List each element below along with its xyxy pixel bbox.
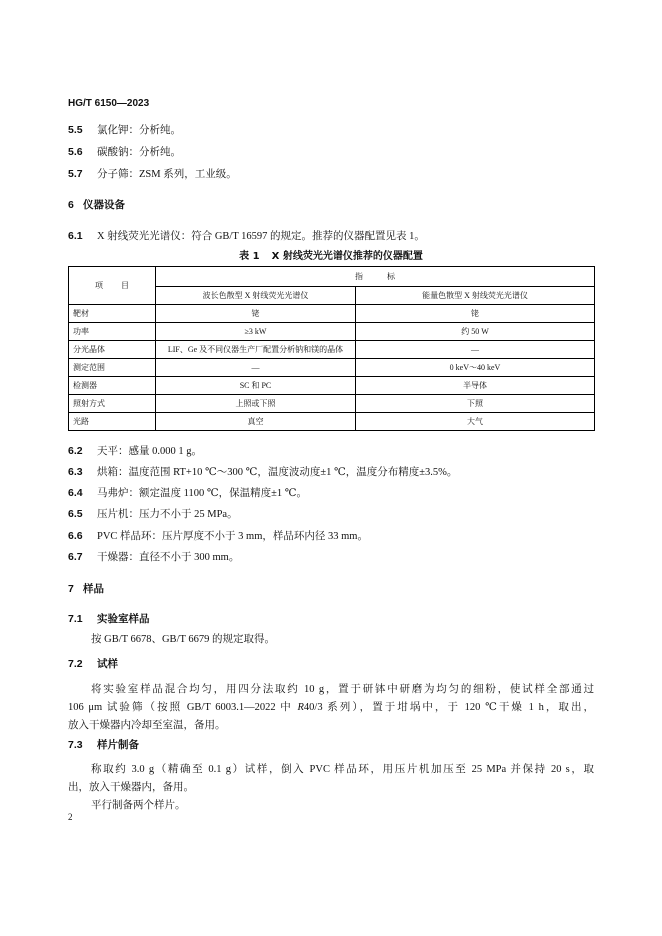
section-6-heading <box>68 198 125 212</box>
clause-7-3-line-1: 称取约 3.0 g（精确至 0.1 g）试样，倒入 PVC 样品环，用压片机加压至 25 MPa 并保持 20 s，取 <box>91 764 594 775</box>
clause-text: 天平：感量 0.000 1 g。 <box>97 446 202 457</box>
clause-number: 7.3 <box>68 739 83 751</box>
clause-6-3 <box>68 465 457 479</box>
param-name: 检测器 <box>69 377 156 395</box>
clause-number: 5.5 <box>68 124 83 136</box>
header-indicator: 指 标 <box>156 267 595 287</box>
wd-value: ≥3 kW <box>156 323 356 341</box>
table-row-detector <box>69 377 595 395</box>
clause-number: 7.2 <box>68 658 83 670</box>
clause-number: 7.1 <box>68 613 83 625</box>
clause-5-5 <box>68 123 181 137</box>
section-title: 样品 <box>83 583 104 595</box>
param-name: 光路 <box>69 413 156 431</box>
clause-number: 5.7 <box>68 168 83 180</box>
table-row-crystal <box>69 341 595 359</box>
section-number: 6 <box>68 199 74 211</box>
clause-text: 压片机：压力不小于 25 MPa。 <box>97 509 238 520</box>
clause-6-4 <box>68 486 307 500</box>
clause-number: 6.7 <box>68 551 83 563</box>
clause-number: 6.6 <box>68 530 83 542</box>
ed-value: 0 keV～40 keV <box>356 359 595 377</box>
clause-number: 6.1 <box>68 230 83 242</box>
clause-number: 6.4 <box>68 487 83 499</box>
clause-7-3-line-2: 出，放入干燥器内，备用。 <box>68 782 194 793</box>
clause-text: 分子筛：ZSM 系列，工业级。 <box>97 169 237 180</box>
clause-7-3-line-3: 平行制备两个样片。 <box>91 800 186 811</box>
table-row-range <box>69 359 595 377</box>
ed-value: 下照 <box>356 395 595 413</box>
ed-value: — <box>356 341 595 359</box>
clause-text: 氯化钾：分析纯。 <box>97 125 181 136</box>
clause-6-2 <box>68 444 202 458</box>
instrument-configuration-table <box>68 266 595 431</box>
clause-text: 碳酸钠：分析纯。 <box>97 147 181 158</box>
table-caption-number: 表 1 <box>239 251 260 262</box>
param-name: 靶材 <box>69 305 156 323</box>
section-7-heading <box>68 582 104 596</box>
section-title: 仪器设备 <box>83 199 125 211</box>
header-wavelength-dispersive: 波长色散型 X 射线荧光光谱仪 <box>156 287 356 305</box>
clause-7-2-heading <box>68 657 118 671</box>
param-name: 分光晶体 <box>69 341 156 359</box>
header-item: 项 目 <box>69 267 156 305</box>
page-number: 2 <box>68 812 73 822</box>
clause-text: X 射线荧光光谱仪：符合 GB/T 16597 的规定。推荐的仪器配置见表 1。 <box>97 231 425 242</box>
clause-number: 6.2 <box>68 445 83 457</box>
wd-value: LIF、Ge 及不同仪器生产厂配置分析钠和镁的晶体 <box>156 341 356 359</box>
clause-6-1 <box>68 229 425 243</box>
clause-number: 5.6 <box>68 146 83 158</box>
table-row-target <box>69 305 595 323</box>
line-text-part: 106 μm 试验筛（按照 GB/T 6003.1—2022 中 <box>68 702 298 713</box>
ed-value: 半导体 <box>356 377 595 395</box>
line-text-part: 40/3 系列），置于坩埚中，于 120 ℃干燥 1 h，取出， <box>303 702 594 713</box>
param-name: 功率 <box>69 323 156 341</box>
table-caption-title: X 射线荧光光谱仪推荐的仪器配置 <box>271 251 423 262</box>
clause-7-1-body: 按 GB/T 6678、GB/T 6679 的规定取得。 <box>91 634 275 645</box>
clause-title: 试样 <box>97 658 118 670</box>
ed-value: 大气 <box>356 413 595 431</box>
clause-7-1-heading <box>68 612 150 626</box>
table-caption <box>68 250 594 264</box>
wd-value: SC 和 PC <box>156 377 356 395</box>
param-name: 测定范围 <box>69 359 156 377</box>
wd-value: 上照或下照 <box>156 395 356 413</box>
standard-code-header: HG/T 6150—2023 <box>68 98 150 109</box>
clause-text: PVC 样品环：压片厚度不小于 3 mm，样品环内径 33 mm。 <box>97 531 368 542</box>
clause-7-2-line-3: 放入干燥器内冷却至室温，备用。 <box>68 720 226 731</box>
clause-text: 烘箱：温度范围 RT+10 ℃～300 ℃，温度波动度±1 ℃，温度分布精度±3.5%。 <box>97 467 458 478</box>
clause-number: 6.5 <box>68 508 83 520</box>
clause-text: 干燥器：直径不小于 300 mm。 <box>97 552 240 563</box>
section-number: 7 <box>68 583 74 595</box>
table-row-power <box>69 323 595 341</box>
clause-text: 马弗炉：额定温度 1100 ℃，保温精度±1 ℃。 <box>97 488 307 499</box>
table-row-light-path <box>69 413 595 431</box>
param-name: 照射方式 <box>69 395 156 413</box>
header-energy-dispersive: 能量色散型 X 射线荧光光谱仪 <box>356 287 595 305</box>
wd-value: — <box>156 359 356 377</box>
clause-title: 样片制备 <box>97 739 139 751</box>
table-1 <box>68 266 594 431</box>
clause-6-6 <box>68 529 368 543</box>
clause-6-5 <box>68 507 238 521</box>
ed-value: 铑 <box>356 305 595 323</box>
clause-title: 实验室样品 <box>97 613 150 625</box>
clause-7-2-line-1: 将实验室样品混合均匀，用四分法取约 10 g，置于研钵中研磨为均匀的细粉，使试样全部通过 <box>91 684 594 695</box>
clause-7-2-line-2 <box>68 701 594 715</box>
wd-value: 铑 <box>156 305 356 323</box>
table-header-row <box>69 267 595 287</box>
italic-symbol: R <box>297 702 304 713</box>
table-row-irradiation <box>69 395 595 413</box>
wd-value: 真空 <box>156 413 356 431</box>
clause-5-7 <box>68 167 237 181</box>
clause-number: 6.3 <box>68 466 83 478</box>
clause-7-3-heading <box>68 738 139 752</box>
clause-6-7 <box>68 550 239 564</box>
ed-value: 约 50 W <box>356 323 595 341</box>
clause-5-6 <box>68 145 181 159</box>
